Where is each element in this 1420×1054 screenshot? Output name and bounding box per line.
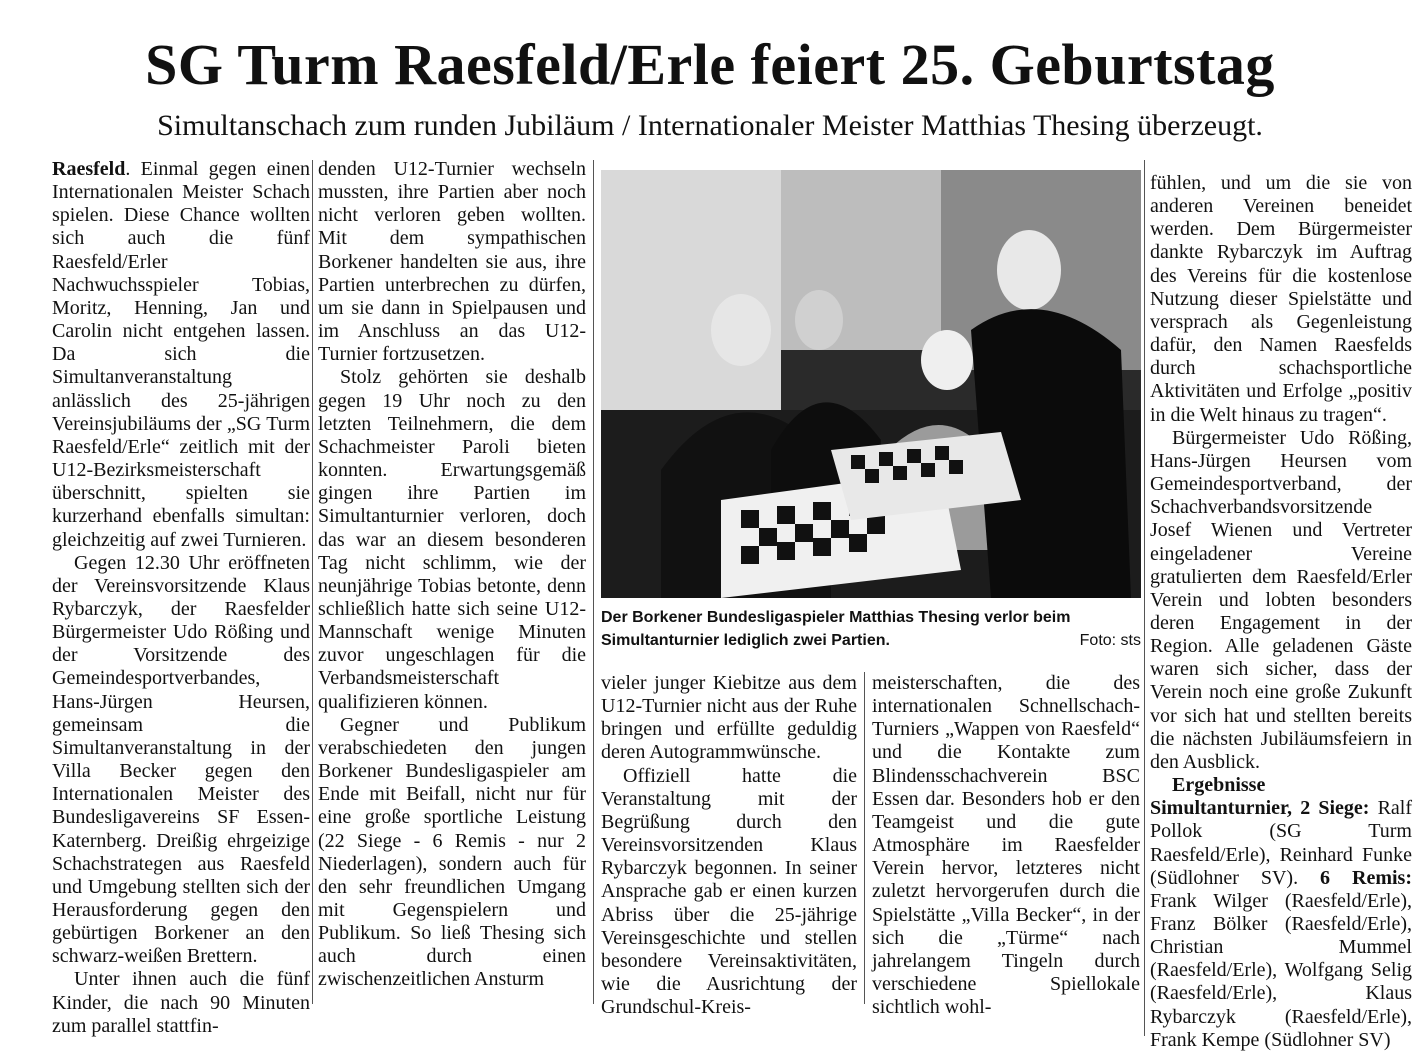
column-rule xyxy=(312,160,313,1004)
headline: SG Turm Raesfeld/Erle feiert 25. Geburtstag xyxy=(145,32,1275,97)
paragraph-text: . Einmal gegen einen Internationalen Meister Schach spielen. Diese Chance wollten sich auch die fünf Raesfeld/Erler Nachwuchsspieler Tobias, Moritz, Henning, Jan und Carolin nicht entgehen lassen. Da sich die Simultanveranstaltung anlässlich des 25-jährigen Vereinsjubiläums der „SG Turm Raesfeld/Erle“ zeitlich mit der U12-Bezirksmeisterschaft überschnitt, spielten sie kurzerhand ebenfalls simultan: gleichzeitig auf zwei Turnieren. xyxy=(52,158,310,551)
article-column-1 xyxy=(52,158,310,1038)
paragraph: Offiziell hatte die Veranstaltung mit der Begrüßung durch den Vereinsvorsitzenden Klaus Rybarczyk begonnen. In seiner Ansprache gab er einen kurzen Abriss über die 25-jährige Vereinsgeschichte und stellen besondere Vereinsaktivitäten, wie die Ausrichtung der Grundschul-Kreis- xyxy=(601,764,857,1019)
article-column-5 xyxy=(1150,172,1412,1052)
results-label: Ergebnisse Simultanturnier, 2 Siege: xyxy=(1150,774,1370,820)
paragraph xyxy=(52,158,310,552)
chess-photo-illustration xyxy=(601,170,1141,598)
caption-text: Der Borkener Bundesligaspieler Matthias Thesing verlor beim Simultanturnier lediglich zwei Partien. xyxy=(601,609,1071,649)
paragraph: Unter ihnen auch die fünf Kinder, die nach 90 Minuten zum parallel stattfin- xyxy=(52,968,310,1037)
results-6-remis: Frank Wilger (Raesfeld/Erle), Franz Bölker (Raesfeld/Erle), Christian Mummel (Raesfeld/Erle), Wolfgang Selig (Raesfeld/Erle), Klaus Rybarczyk (Raesfeld/Erle), Frank Kempe (Südlohner SV) xyxy=(1150,889,1412,1051)
paragraph: Gegner und Publikum verabschiedeten den jungen Borkener Bundesligaspieler am Ende mit Beifall, nicht nur für eine große sportliche Leistung (22 Siege - 6 Remis - nur 2 Niederlagen), sondern auch für den sehr freundlichen Umgang mit Gegenspielern und Publikum. So ließ Thesing sich auch durch einen zwischenzeitlichen Ansturm xyxy=(318,713,586,991)
results-paragraph xyxy=(1150,774,1412,1052)
paragraph: meisterschaften, die des internationalen Schnellschach-Turniers „Wappen von Raesfeld“ und die Kontakte zum Blindensschachverein BSC Essen dar. Besonders hob er den Teamgeist und die gute Atmosphäre im Raesfelder Verein hervor, letzteres nicht zuletzt hervorgerufen durch die Spielstätte „Villa Becker“, in der sich die „Türme“ nach jahrelangem Tingeln durch verschiedene Spiellokale sichtlich wohl- xyxy=(872,672,1140,1019)
paragraph: vieler junger Kiebitze aus dem U12-Turnier nicht aus der Ruhe bringen und erfüllte geduldig deren Autogrammwünsche. xyxy=(601,672,857,764)
article-column-3 xyxy=(601,672,857,1019)
column-rule xyxy=(1144,160,1145,1036)
column-rule xyxy=(864,672,865,1004)
paragraph: fühlen, und um die sie von anderen Vereinen beneidet werden. Dem Bürgermeister dankte Rybarczyk im Auftrag des Vereins für die kostenlose Nutzung dieser Spielstätte und versprach als Gegenleistung dafür, den Namen Raesfelds durch schachsportliche Aktivitäten und Erfolge „positiv in die Welt hinaus zu tragen“. xyxy=(1150,172,1412,426)
paragraph: Stolz gehörten sie deshalb gegen 19 Uhr noch zu den letzten Teilnehmern, die dem Schachmeister Paroli bieten konnten. Erwartungsgemäß gingen ihre Partien im Simultanturnier verloren, doch das war an diesem besonderen Tag nicht schlimm, wie der neunjährige Tobias betonte, denn schließlich hatte sich seine U12-Mannschaft wenige Minuten zuvor ungeschlagen für die Verbandsmeisterschaft qualifizieren können. xyxy=(318,366,586,713)
subheadline: Simultanschach zum runden Jubiläum / Internationaler Meister Matthias Thesing überzeugt. xyxy=(157,109,1263,142)
remis-label: 6 Remis: xyxy=(1320,866,1412,889)
paragraph: Gegen 12.30 Uhr eröffneten der Vereinsvorsitzende Klaus Rybarczyk, der Raesfelder Bürgermeister Udo Rößing und der Vorsitzende des Gemeindesportverbandes, Hans-Jürgen Heursen, gemeinsam die Simultanveranstaltung in der Villa Becker gegen den Internationalen Meister des Bundesligavereins SF Essen-Katernberg. Dreißig ehrgeizige Schachstrategen aus Raesfeld und Umgebung stellten sich der Herausforderung gegen den gebürtigen Borkener an den schwarz-weißen Brettern. xyxy=(52,551,310,968)
paragraph: Bürgermeister Udo Rößing, Hans-Jürgen Heursen vom Gemeindesportverband, der Schachverbandsvorsitzende Josef Wienen und Vertreter eingeladener Vereine gratulierten dem Raesfeld/Erler Verein und lobten besonders deren Engagement in der Region. Alle geladenen Gäste waren sich sicher, dass der Verein noch eine große Zukunft vor sich hat und stellten bereits die nächsten Jubiläumsfeiern in den Ausblick. xyxy=(1150,426,1412,773)
article-photo xyxy=(601,170,1141,598)
results-2-siege: Ralf Pollok (SG Turm Raesfeld/Erle), Reinhard Funke (Südlohner SV). xyxy=(1150,797,1413,889)
photo-caption xyxy=(601,606,1141,652)
article-column-2 xyxy=(318,158,586,992)
column-rule xyxy=(593,160,594,1004)
paragraph: denden U12-Turnier wechseln mussten, ihre Partien aber noch nicht verloren geben wollten. Mit dem sympathischen Borkener handelten sie aus, ihre Partien unterbrechen zu dürfen, um sie dann in Spielpausen und im Anschluss an das U12-Turnier fortzusetzen. xyxy=(318,158,586,366)
dateline: Raesfeld xyxy=(52,158,126,180)
article-column-4 xyxy=(872,672,1140,1019)
photo-credit: Foto: sts xyxy=(1079,632,1141,649)
